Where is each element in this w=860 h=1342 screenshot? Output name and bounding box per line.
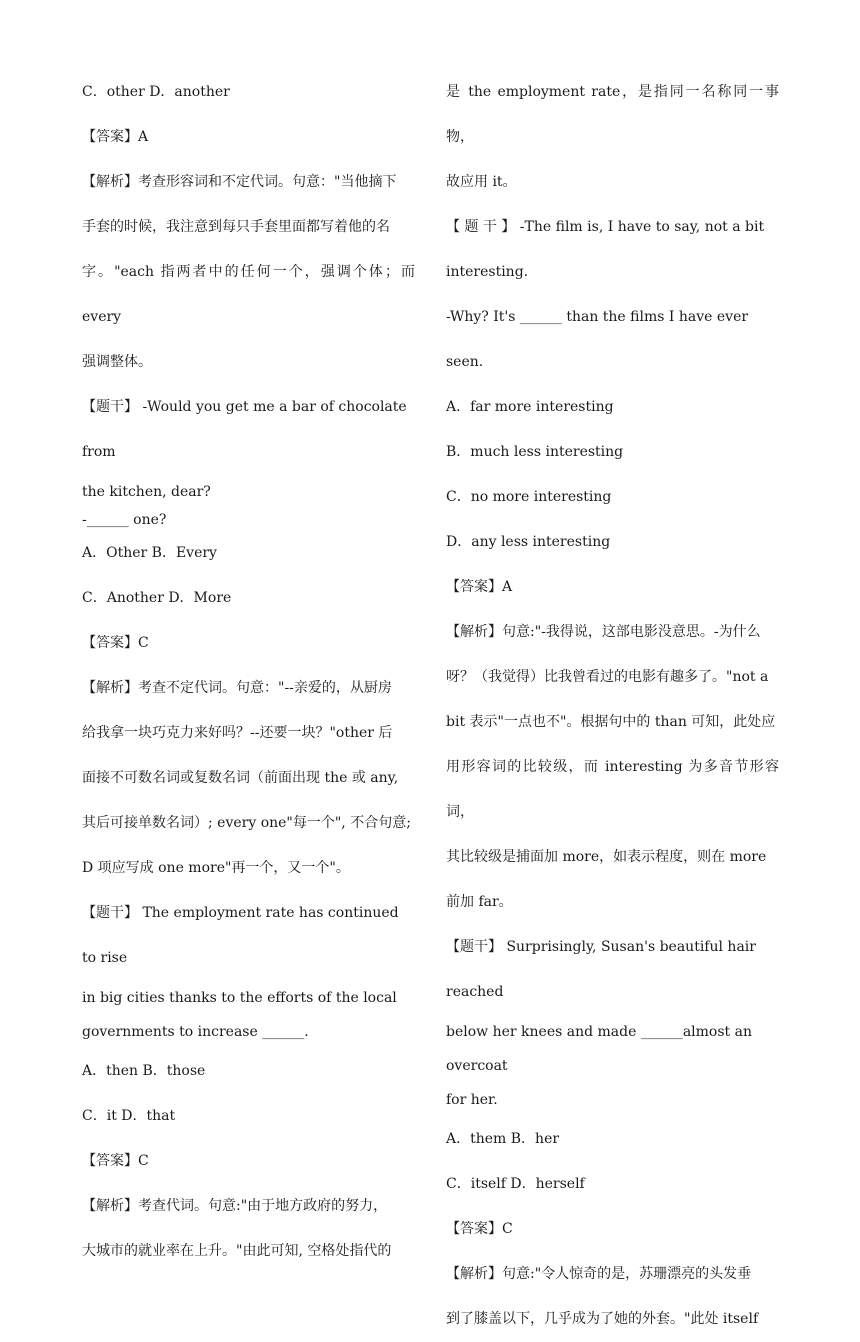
analysis-line: 【解析】考查代词。句意:"由于地方政府的努力， [82, 1198, 388, 1214]
analysis-line: 故应用 it。 [446, 174, 517, 190]
answer-line: 【答案】A [446, 579, 513, 595]
answer-line: 【答案】C [446, 1221, 513, 1237]
analysis-line: 其比较级是捕面加 more，如表示程度，则在 more [446, 849, 767, 865]
analysis-line: 用形容词的比较级，而 interesting 为多音节形容词， [446, 759, 779, 820]
analysis-line: bit 表示"一点也不"。根据句中的 than 可知，此处应 [446, 714, 776, 730]
analysis-line: 手套的时候，我注意到每只手套里面都写着他的名 [82, 219, 390, 235]
option-line: A．them B．her [446, 1131, 560, 1147]
analysis-line: D 项应写成 one more"再一个，又一个"。 [82, 860, 350, 876]
analysis-line: 到了膝盖以下，几乎成为了她的外套。"此处 itself [446, 1311, 759, 1327]
analysis-line: 【解析】句意:"令人惊奇的是，苏珊漂亮的头发垂 [446, 1266, 752, 1282]
analysis-line: 其后可接单数名词）; every one"每一个", 不合句意; [82, 815, 411, 831]
question-stem-line: below her knees and made ______almost an overcoat [446, 1024, 752, 1074]
option-line: C．other D．another [82, 84, 230, 100]
analysis-line: 给我拿一块巧克力来好吗？--还要一块？"other 后 [82, 725, 393, 741]
question-stem-line: interesting. [446, 264, 529, 280]
analysis-line: 字。"each 指两者中的任何一个，强调个体；而 every [82, 264, 415, 325]
question-stem-line: the kitchen, dear? [82, 484, 211, 500]
option-line: C．Another D．More [82, 590, 232, 606]
right-column [446, 70, 779, 1342]
analysis-line: 强调整体。 [82, 354, 152, 370]
question-stem-line: 【 题 干 】 -The film is, I have to say, not a bit [446, 219, 765, 235]
option-line: C．it D．that [82, 1108, 176, 1124]
analysis-line: 大城市的就业率在上升。"由此可知, 空格处指代的 [82, 1243, 392, 1259]
analysis-line: 【解析】考查不定代词。句意："--亲爱的，从厨房 [82, 680, 392, 696]
analysis-line: 面接不可数名词或复数名词（前面出现 the 或 any, [82, 770, 399, 786]
option-line: B．much less interesting [446, 444, 624, 460]
analysis-line: 呀？（我觉得）比我曾看过的电影有趣多了。"not a [446, 669, 769, 685]
analysis-line: 【解析】考查形容词和不定代词。句意："当他摘下 [82, 174, 397, 190]
option-line: D．any less interesting [446, 534, 611, 550]
question-stem-line: 【题干】 -Would you get me a bar of chocolate from [82, 399, 407, 460]
answer-line: 【答案】A [82, 129, 149, 145]
question-stem-line: 【题干】 The employment rate has continued to rise [82, 905, 399, 966]
option-line: A．then B．those [82, 1063, 206, 1079]
question-stem-line: for her. [446, 1092, 498, 1108]
question-stem-line: governments to increase ______. [82, 1024, 309, 1040]
answer-line: 【答案】C [82, 635, 149, 651]
option-line: C．no more interesting [446, 489, 612, 505]
analysis-line: 前加 far。 [446, 894, 513, 910]
left-column [82, 70, 415, 1274]
option-line: A．far more interesting [446, 399, 614, 415]
question-stem-line: -______ one? [82, 512, 167, 528]
question-stem-line: 【题干】 Surprisingly, Susan's beautiful hair reached [446, 939, 756, 1000]
analysis-line: 【解析】句意:"-我得说，这部电影没意思。-为什么 [446, 624, 761, 640]
question-stem-line: -Why? It's ______ than the films I have ever seen. [446, 309, 749, 370]
option-line: A．Other B．Every [82, 545, 217, 561]
answer-line: 【答案】C [82, 1153, 149, 1169]
option-line: C．itself D．herself [446, 1176, 585, 1192]
analysis-line: 是 the employment rate，是指同一名称同一事物， [446, 84, 779, 145]
question-stem-line: in big cities thanks to the efforts of the local [82, 990, 397, 1006]
